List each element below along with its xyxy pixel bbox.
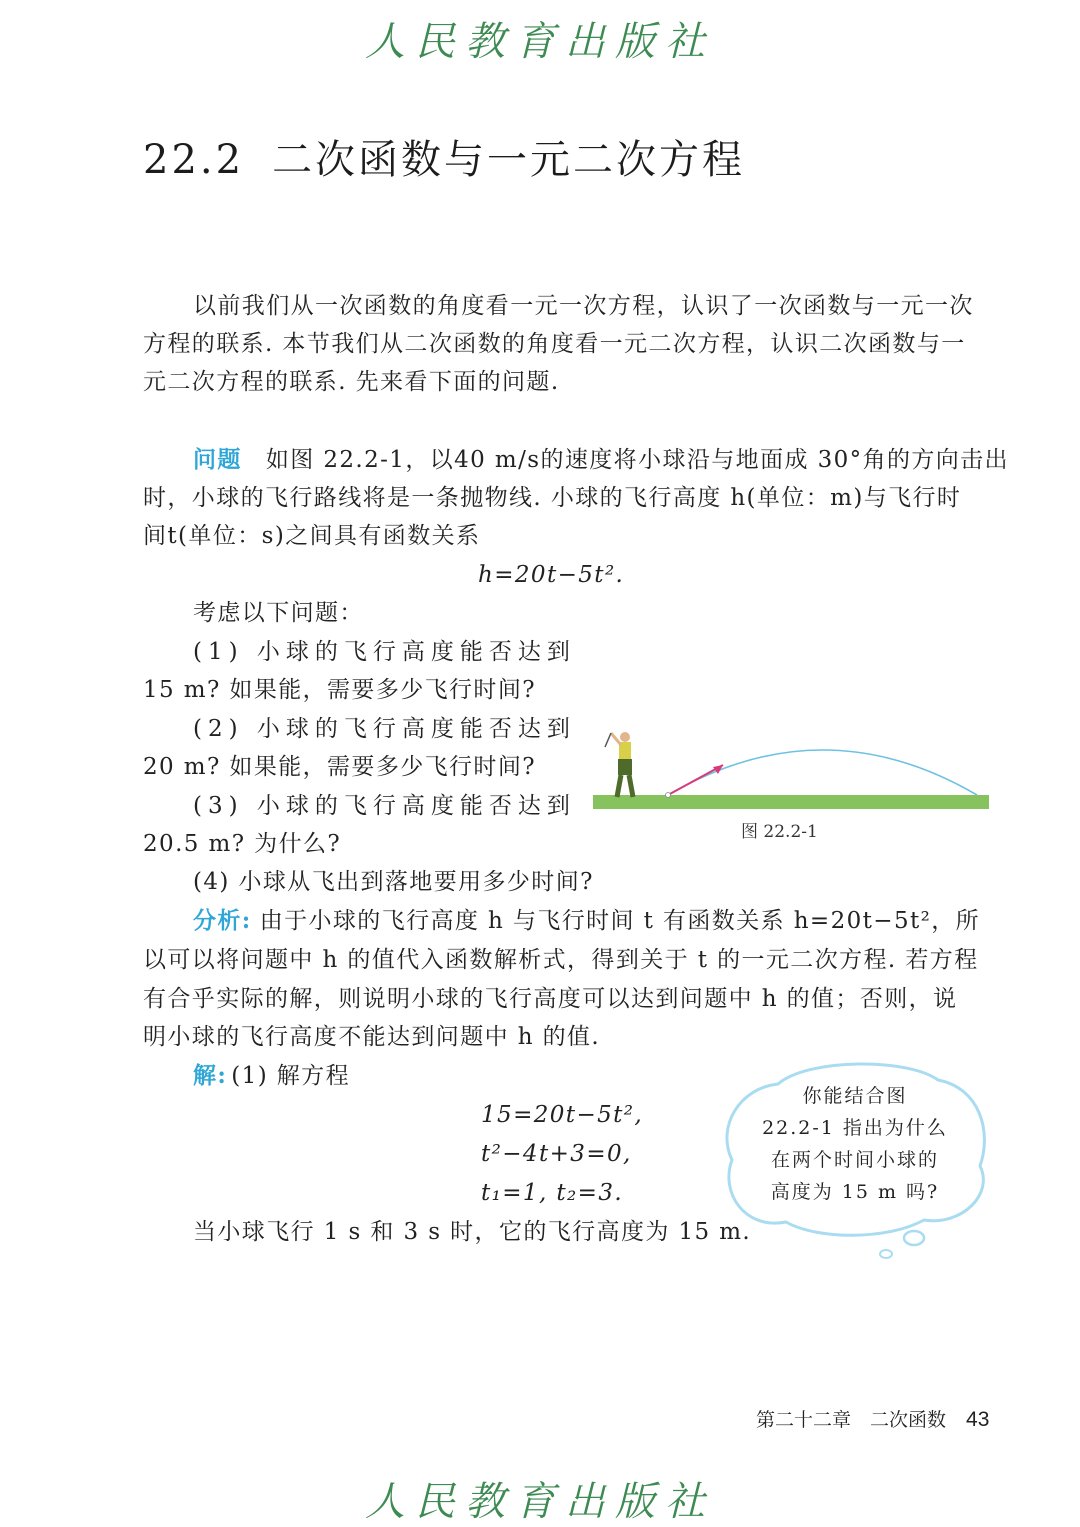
equation-1: 15=20t−5t², <box>481 1102 644 1128</box>
bubble-line-3: 在两个时间小球的 <box>770 1149 939 1171</box>
intro-line-1: 以前我们从一次函数的角度看一元一次方程，认识了一次函数与一元一次 <box>193 293 974 319</box>
page-number: 43 <box>966 1408 990 1431</box>
publisher-logo-bottom: 人民教育出版社 <box>365 1479 715 1525</box>
bubble-dot-2 <box>880 1250 892 1258</box>
analysis-line-2: 以可以将问题中 h 的值代入函数解析式，得到关于 t 的一元二次方程. 若方程 <box>143 947 979 973</box>
problem-line-2: 时，小球的飞行路线将是一条抛物线. 小球的飞行高度 h(单位：m)与飞行时 <box>143 485 962 511</box>
analysis-text-1: 由于小球的飞行高度 h 与飞行时间 t 有函数关系 h=20t−5t²，所 <box>259 908 981 934</box>
problem-label: 问题 <box>193 446 242 473</box>
problem-line-3: 间t(单位：s)之间具有函数关系 <box>143 523 481 549</box>
solution-label: 解: <box>193 1062 228 1089</box>
solution-step: (1) 解方程 <box>231 1063 350 1089</box>
analysis-line-4: 明小球的飞行高度不能达到问题中 h 的值. <box>143 1024 601 1050</box>
figure-golf-trajectory <box>593 725 991 815</box>
analysis-label: 分析: <box>193 907 252 934</box>
analysis-line-1 <box>193 902 980 940</box>
question-1-line-1: (1) 小球的飞行高度能否达到 <box>193 639 576 665</box>
section-title <box>143 128 745 185</box>
equation-2: t²−4t+3=0, <box>481 1141 632 1167</box>
chapter-name: 第二十二章 二次函数 <box>756 1409 947 1431</box>
intro-line-2: 方程的联系. 本节我们从二次函数的角度看一元二次方程，认识二次函数与一 <box>143 331 966 357</box>
ball <box>666 793 671 798</box>
question-3-line-2: 20.5 m? 为什么? <box>143 831 342 857</box>
problem-text-1: 如图 22.2-1，以40 m/s的速度将小球沿与地面成 30°角的方向击出 <box>265 447 1009 473</box>
solution-line <box>193 1057 350 1095</box>
publisher-logo: 人民教育出版社 <box>365 19 715 65</box>
problem-line-1 <box>193 441 1009 479</box>
solution-conclusion: 当小球飞行 1 s 和 3 s 时，它的飞行高度为 15 m. <box>193 1219 752 1245</box>
launch-direction-arrow <box>668 765 723 795</box>
analysis-line-3: 有合乎实际的解，则说明小球的飞行高度可以达到问题中 h 的值；否则，说 <box>143 986 958 1012</box>
figure-caption: 图 22.2-1 <box>741 822 818 842</box>
bubble-line-2: 22.2-1 指出为什么 <box>762 1117 948 1139</box>
golfer-icon <box>605 732 633 797</box>
bubble-line-4: 高度为 15 m 吗? <box>770 1181 940 1203</box>
bubble-line-1: 你能结合图 <box>802 1085 908 1107</box>
question-1-line-2: 15 m? 如果能，需要多少飞行时间? <box>143 677 536 703</box>
question-2-line-2: 20 m? 如果能，需要多少飞行时间? <box>143 754 536 780</box>
problem-formula: h=20t−5t². <box>478 562 625 588</box>
intro-line-3: 元二次方程的联系. 先来看下面的问题. <box>143 369 560 395</box>
section-title-text: 二次函数与一元二次方程 <box>272 137 746 183</box>
consider-text: 考虑以下问题： <box>193 600 364 626</box>
equation-3: t₁=1, t₂=3. <box>481 1180 624 1206</box>
page-footer <box>756 1405 989 1432</box>
section-number: 22.2 <box>143 137 245 183</box>
bubble-dot-1 <box>904 1231 924 1245</box>
question-3-line-1: (3) 小球的飞行高度能否达到 <box>193 793 576 819</box>
question-4: (4) 小球从飞出到落地要用多少时间? <box>193 869 594 895</box>
parabola-path <box>668 750 977 795</box>
ground <box>593 795 989 809</box>
bubble-text <box>750 1080 960 1208</box>
question-2-line-1: (2) 小球的飞行高度能否达到 <box>193 716 576 742</box>
